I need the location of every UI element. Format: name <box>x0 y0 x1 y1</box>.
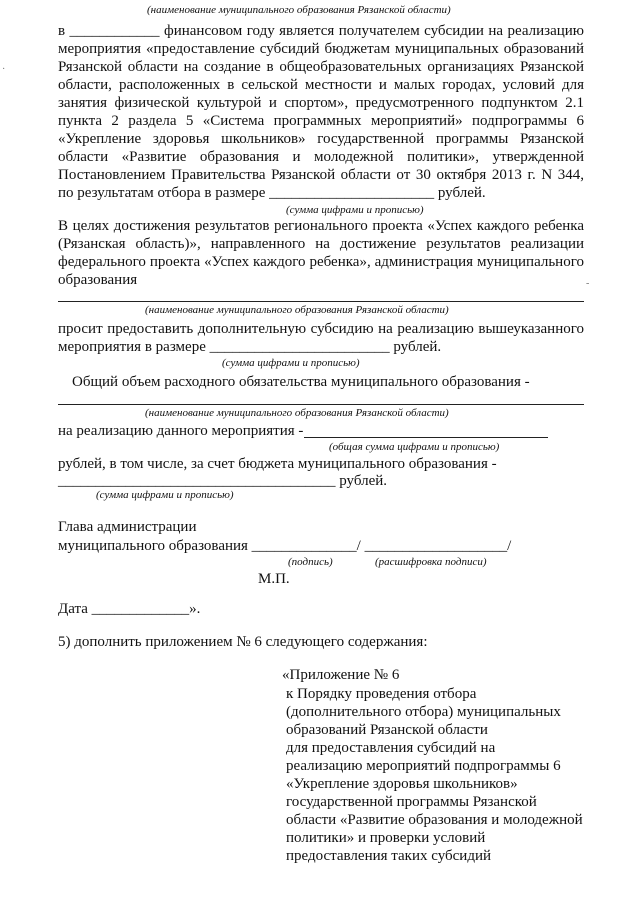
appendix-line: государственной программы Рязанской <box>286 794 537 810</box>
text-line: мероприятия в размере ________________________ рублей. <box>58 339 442 355</box>
appendix-line: предоставления таких субсидий <box>286 848 492 864</box>
appendix-line: «Приложение № 6 <box>282 667 400 683</box>
appendix-line: образований Рязанской области <box>286 722 488 738</box>
signatory-title: муниципального образования ______________/ ___________________/ <box>58 538 512 554</box>
text-line: рублей, в том числе, за счет бюджета муниципального образования - <box>58 456 497 472</box>
text-line: (Рязанская область)», направленного на достижение результатов реализации <box>58 236 584 252</box>
text-line: Рязанской области на создание в общеобразовательных организациях Рязанской <box>58 59 584 75</box>
caption-sum: (сумма цифрами и прописью) <box>96 489 234 501</box>
caption-municipality-top: (наименование муниципального образования Рязанской области) <box>147 4 451 16</box>
text-line: федерального проекта «Успех каждого ребенка», администрация муниципального <box>58 254 584 270</box>
appendix-line: реализацию мероприятий подпрограммы 6 <box>286 758 561 774</box>
paragraph-event: на реализацию данного мероприятия - <box>58 423 304 439</box>
date-line: Дата _____________». <box>58 601 201 617</box>
text-line: в ____________ финансовом году является получателем субсидии на реализацию <box>58 23 584 39</box>
stamp-place: М.П. <box>258 571 290 587</box>
blank-line-total-sum <box>304 437 548 438</box>
text-line: области, расположенных в сельской местности и малых городах, условий для <box>58 77 584 93</box>
signatory-title: Глава администрации <box>58 519 197 535</box>
blank-line-municipality <box>58 301 584 302</box>
paragraph-total-obligation: Общий объем расходного обязательства муниципального образования - <box>72 374 530 390</box>
amendment-item: 5) дополнить приложением № 6 следующего содержания: <box>58 634 428 650</box>
text-line: Постановлением Правительства Рязанской области от 30 октября 2013 г. N 344, <box>58 167 584 183</box>
appendix-line: политики» и проверки условий <box>286 830 486 846</box>
text-line: _____________________________________ рублей. <box>58 473 388 489</box>
scan-mark: - <box>586 278 590 289</box>
blank-line-municipality <box>58 404 584 405</box>
caption-signature: (подпись) <box>288 556 333 568</box>
text-line: области «Развитие образования и молодежной политики», утвержденной <box>58 149 584 165</box>
text-line: образования <box>58 272 138 288</box>
caption-municipality: (наименование муниципального образования Рязанской области) <box>145 304 449 316</box>
text-line: занятия физической культурой и спортом», предусмотренного подпунктом 2.1 <box>58 95 584 111</box>
scan-mark: · <box>2 64 6 75</box>
text-line: пункта 2 раздела 5 «Система программных мероприятий» подпрограммы 6 <box>58 113 584 129</box>
text-line: по результатам отбора в размере ______________________ рублей. <box>58 185 486 201</box>
caption-signature-decode: (расшифровка подписи) <box>375 556 487 568</box>
appendix-line: «Укрепление здоровья школьников» <box>286 776 518 792</box>
text-line: мероприятия «предоставление субсидий бюджетам муниципальных образований <box>58 41 584 57</box>
appendix-line: для предоставления субсидий на <box>286 740 496 756</box>
caption-sum: (сумма цифрами и прописью) <box>222 357 360 369</box>
appendix-line: (дополнительного отбора) муниципальных <box>286 704 561 720</box>
appendix-line: области «Развитие образования и молодежной <box>286 812 583 828</box>
caption-municipality: (наименование муниципального образования Рязанской области) <box>145 407 449 419</box>
caption-sum: (сумма цифрами и прописью) <box>286 204 424 216</box>
text-line: просит предоставить дополнительную субсидию на реализацию вышеуказанного <box>58 321 584 337</box>
text-line: В целях достижения результатов регионального проекта «Успех каждого ребенка <box>58 218 584 234</box>
text-line: «Укрепление здоровья школьников» государственной программы Рязанской <box>58 131 584 147</box>
caption-total-sum: (общая сумма цифрами и прописью) <box>329 441 500 453</box>
appendix-line: к Порядку проведения отбора <box>286 686 477 702</box>
